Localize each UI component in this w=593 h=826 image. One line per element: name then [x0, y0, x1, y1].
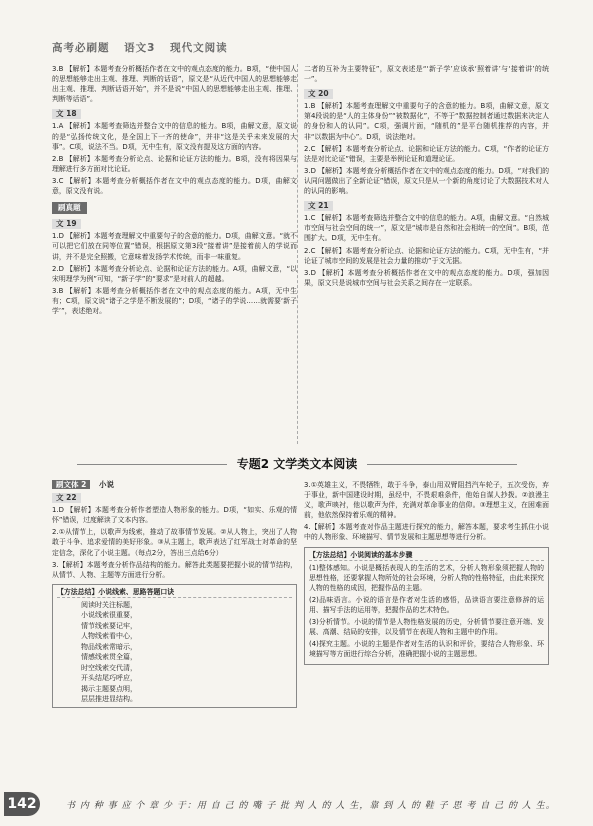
right-column-bottom [304, 480, 549, 667]
header-topic: 现代文阅读 [170, 42, 228, 54]
answer-paragraph: 2.①从情节上，以歌声为线索，推动了故事情节发展。②从人物上，突出了人物敢于斗争、追求爱情的美好形象。③从主题上，歌声表达了红军战士对革命的坚定信念，深化了小说主题。（每点2分，答出三点给6分） [52, 528, 297, 557]
answer-paragraph: 2.B 【解析】本题考查分析论点、论据和论证方法的能力。B项，没有将因果与理解进行多方面对比论证。 [52, 154, 297, 173]
answer-paragraph: 3.【解析】本题考查分析作品结构的能力。解答此类题要把握小说的情节结构，从情节、人物、主题等方面进行分析。 [52, 560, 297, 579]
method-title: 【方法总结】小说阅读的基本步骤 [309, 550, 544, 561]
answer-paragraph: 1.C 【解析】本题考查筛选并整合文中的信息的能力。A项，曲解文意。“自然城市空间与社会空间的统一”，原文是“城市是自然和社会相统一的空间”。B项，范围扩大。D项，无中生有。 [304, 214, 549, 243]
answer-paragraph: 3.D 【解析】本题考查分析概括作者在文中的观点态度的能力。D项，强加因果，原文只是说城市空间与社会关系之间存在一定联系。 [304, 268, 549, 287]
answer-paragraph: 4.【解析】本题考查对作品主题进行探究的能力，解答本题，要求考生抓住小说中的人物形象、环境描写、情节发展和主题思想等进行分析。 [304, 523, 549, 542]
header-series: 高考必刷题 [52, 42, 110, 54]
mnemonic-line: 情感线索贯全篇， [81, 653, 137, 662]
page-footer [0, 790, 593, 820]
genre-pill: 刷文体 2 [52, 480, 90, 489]
header-subject: 语文3 [124, 42, 156, 54]
answer-paragraph: 3.C 【解析】本题考查分析概括作者在文中的观点态度的能力。D项，曲解文意，原文没有说。 [52, 176, 297, 196]
question-tag: 文 19 [52, 219, 81, 229]
method-summary-box [304, 547, 549, 665]
column-divider [297, 64, 298, 444]
question-tag: 文 20 [304, 89, 333, 99]
mnemonic-line: 开头结尾巧呼应， [81, 674, 137, 683]
answer-paragraph: 3.①英雄主义，不畏牺牲，敢于斗争，泰山用双臂阻挡汽车轮子，五次受伤，弃于事业，新中国建设时期，虽经中，不畏艰难条件，他始自谋人抄拨。②浪漫主义，歌声映衬，他以歌声为伴，充满对革命事业的信仰。③理想主义，在困难面前，他依然保持着乐观的精神。 [304, 481, 549, 520]
answer-paragraph: 2.C 【解析】本题考查分析论点、论据和论证方法的能力。C项，无中生有，“并论证了城市空间的发展是社会力量的推动”于文无据。 [304, 246, 549, 265]
page-number: 142 [4, 792, 40, 816]
method-step: (4)探究主题。小说的主题是作者对生活的认识和评价，要结合人物形象、环境描写等方面进行综合分析，准确把握小说的主题思想。 [309, 640, 544, 659]
answer-paragraph: 二者的互补为主要特征”，原文表述是“‘新子学’应该承‘照着讲’与‘接着讲’的统一”。 [304, 65, 549, 84]
answer-paragraph: 1.B 【解析】本题考查理解文中重要句子的含意的能力。B项，曲解文意，原文第4段说的是“人的主体身份”“被数据化”，不等于“数据控制者通过数据来决定人的身份和人的认同”。C项，强调片面，“随机的”是平台随机推荐的内容，并非“以数据为中心”。D项，说法绝对。 [304, 102, 549, 141]
mnemonic-line: 时空线索交代清， [81, 663, 137, 672]
answer-paragraph: 3.B 【解析】本题考查分析概括作者在文中的观点态度的能力。A项，无中生有；C项，原文说“诸子之学是不断发展的”；D项，“诸子的学说……就需要‘新子学’”，表述绝对。 [52, 286, 297, 315]
mnemonic-line: 小说线索很重要， [81, 611, 137, 620]
question-tag: 文 18 [52, 109, 81, 119]
method-step: (1)整体感知。小说是概括表现人的生活的艺术，分析人物形象须把握人物的思想性格，还要掌握人物所处的社会环境，分析人物的性格特征，由此来探究人物的性格的成因，把握作品的主题。 [309, 563, 544, 592]
left-column-top [52, 64, 297, 318]
mnemonic-line: 阅读时关注标题， [81, 600, 137, 609]
answer-paragraph: 3.D 【解析】本题考查分析概括作者在文中的观点态度的能力。D项，“对我们的认同问题做出了全新论证”错误，原文只是从一个新的角度讨论了大数据技术对人的认同的影响。 [304, 166, 549, 196]
genre-name: 小说 [98, 480, 114, 489]
method-step: (2)品味语言。小说的语言是作者对生活的感悟，品读语言要注意修辞的运用、描写手法的运用等，把握作品的艺术特色。 [309, 595, 544, 615]
genre-heading [52, 480, 297, 490]
answer-paragraph: 1.D 【解析】本题考查分析作者塑造人物形象的能力。D项，“如实、乐观的情怀”错误，过度解读了文本内容。 [52, 506, 297, 525]
mnemonic-line: 揭示主题要点明， [81, 684, 137, 693]
mnemonic-line: 人物线索看中心， [81, 632, 137, 641]
method-summary-box [52, 584, 297, 708]
method-step: (3)分析情节。小说的情节是人物性格发展的历史，分析情节要注意开端、发展、高潮、结局的安排，以及情节在表现人物和主题中的作用。 [309, 618, 544, 637]
mnemonic-line: 层层推进显结构。 [81, 695, 137, 704]
method-title: 【方法总结】小说线索、思路答题口诀 [57, 587, 292, 598]
mnemonic-list [57, 600, 292, 705]
answer-paragraph: 2.D 【解析】本题考查分析论点、论据和论证方法的能力。A项，曲解文意，“以宋明理学为例”可知，“新子学”的“要求”是对前人的超越。 [52, 264, 297, 283]
question-tag: 文 21 [304, 201, 333, 211]
section-title: 专题2 文学类文本阅读 [52, 455, 542, 472]
mnemonic-line: 物品线索常暗示， [81, 642, 137, 651]
answer-paragraph: 1.A 【解析】本题考查筛选并整合文中的信息的能力。B项，曲解文意，原文说的是“弘扬传统文化，是全国上下一齐的使命”，并非“这是关乎未来发展的大事”。C项，说法不当。D项，无中生有，原文没有提及这方面的内容。 [52, 122, 297, 151]
section-band: 刷真题 [52, 202, 87, 214]
footer-quote: 书 内 种 事 应 个 章 少 于：用 自 己 的 嘴 子 批 判 人 的 人 生，靠 到 人 的 鞋 子 思 考 自 己 的 人 生。 [66, 801, 556, 811]
mnemonic-line: 情节线索要记牢， [81, 621, 137, 630]
running-header [52, 40, 552, 60]
answer-paragraph: 1.D 【解析】本题考查理解文中重要句子的含意的能力。D项，曲解文意。“就不可以把它们放在同等位置”错误，根据原文第3段“接着讲”是接着前人的学说而讲，并不是完全照搬，它意味着发扬学术传统，而非一味重复。 [52, 232, 297, 261]
question-tag: 文 22 [52, 493, 81, 503]
answer-paragraph: 3.B 【解析】本题考查分析概括作者在文中的观点态度的能力。B项，“使中国人的思想能够走出主观、推理、判断的话语”，原文是“从近代中国人的思想能够走出主观、推理、判断话语开始”，并不是说“中国人的思想能够走出主观、推理、判断等话语”。 [52, 65, 297, 104]
left-column-bottom [52, 480, 297, 710]
answer-paragraph: 2.C 【解析】本题考查分析论点、论据和论证方法的能力。C项，“作者的论证方法是对比论证”错误，主要是举例论证和道理论证。 [304, 144, 549, 163]
right-column-top [304, 64, 549, 290]
